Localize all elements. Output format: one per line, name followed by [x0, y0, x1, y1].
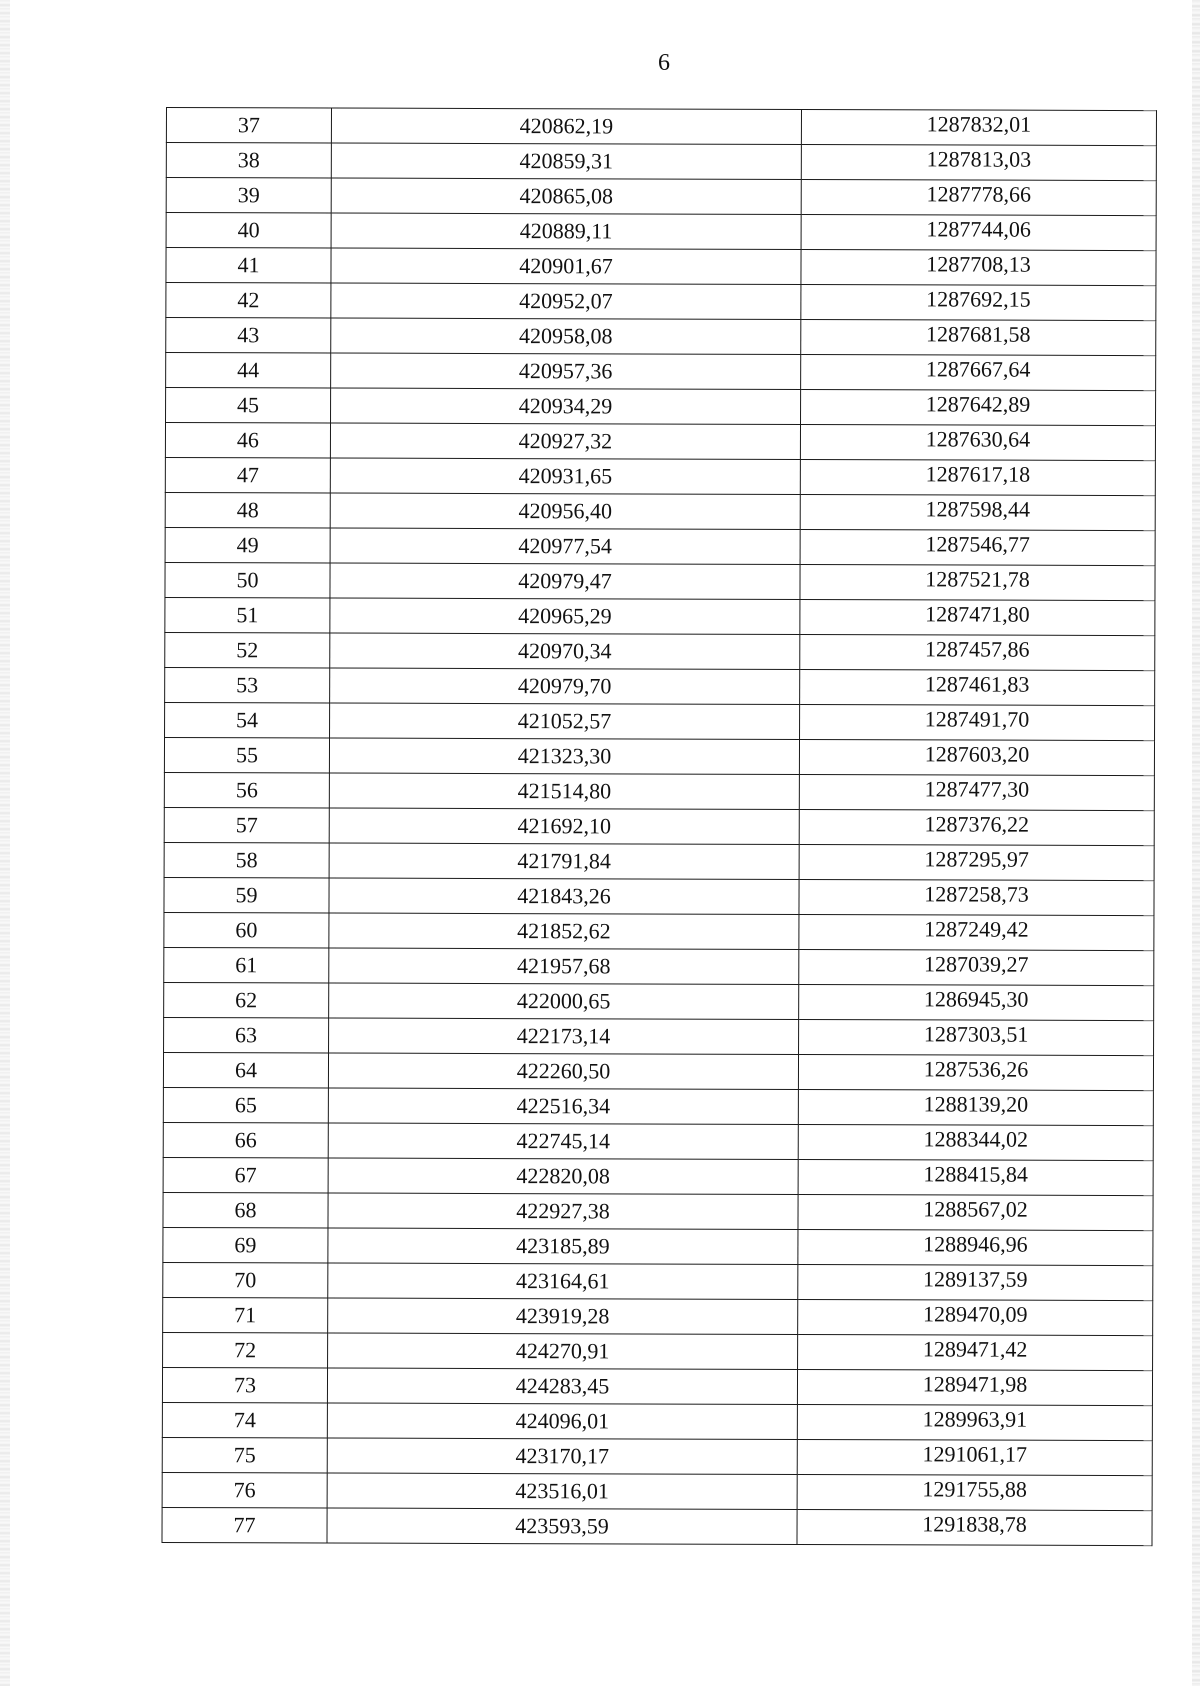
point-number-cell: 74 — [162, 1402, 327, 1438]
table-row — [163, 1227, 1153, 1265]
table-row — [162, 1367, 1152, 1405]
table-row — [164, 912, 1154, 950]
table-row — [163, 1052, 1153, 1090]
point-number-cell: 70 — [163, 1262, 328, 1298]
table-row — [164, 947, 1154, 985]
table-row — [162, 1507, 1152, 1545]
point-number-cell: 59 — [164, 877, 329, 913]
x-coordinate-cell: 421957,68 — [329, 948, 799, 984]
y-coordinate-cell: 1287039,27 — [799, 949, 1154, 985]
table-row — [166, 178, 1156, 216]
table-row — [165, 597, 1155, 635]
x-coordinate-cell: 420859,31 — [331, 143, 801, 179]
table-row — [166, 213, 1156, 251]
table-row — [164, 807, 1154, 845]
y-coordinate-cell: 1287536,26 — [798, 1054, 1153, 1090]
point-number-cell: 76 — [162, 1472, 327, 1508]
scan-edge-right — [1192, 0, 1200, 1686]
point-number-cell: 68 — [163, 1192, 328, 1228]
y-coordinate-cell: 1287258,73 — [799, 879, 1154, 915]
scan-edge-left — [0, 0, 10, 1686]
y-coordinate-cell: 1289963,91 — [797, 1404, 1152, 1440]
y-coordinate-cell: 1287692,15 — [801, 284, 1156, 320]
point-number-cell: 65 — [163, 1087, 328, 1123]
x-coordinate-cell: 420970,34 — [330, 633, 800, 669]
table-row — [164, 737, 1154, 775]
x-coordinate-cell: 422000,65 — [329, 983, 799, 1019]
table-row — [162, 1472, 1152, 1510]
table-row — [163, 1122, 1153, 1160]
table-row — [165, 667, 1155, 705]
x-coordinate-cell: 420965,29 — [330, 598, 800, 634]
y-coordinate-cell: 1287295,97 — [799, 844, 1154, 880]
x-coordinate-cell: 420931,65 — [330, 458, 800, 494]
table-row — [166, 248, 1156, 286]
x-coordinate-cell: 420957,36 — [331, 353, 801, 389]
x-coordinate-cell: 423516,01 — [327, 1473, 797, 1509]
x-coordinate-cell: 421514,80 — [329, 773, 799, 809]
y-coordinate-cell: 1287681,58 — [801, 319, 1156, 355]
y-coordinate-cell: 1287521,78 — [800, 564, 1155, 600]
x-coordinate-cell: 420862,19 — [331, 108, 801, 144]
table-row — [163, 1192, 1153, 1230]
y-coordinate-cell: 1287642,89 — [801, 389, 1156, 425]
x-coordinate-cell: 422820,08 — [328, 1158, 798, 1194]
x-coordinate-cell: 422173,14 — [329, 1018, 799, 1054]
x-coordinate-cell: 421852,62 — [329, 913, 799, 949]
table-row — [165, 702, 1155, 740]
x-coordinate-cell: 422745,14 — [328, 1123, 798, 1159]
y-coordinate-cell: 1288567,02 — [798, 1194, 1153, 1230]
y-coordinate-cell: 1286945,30 — [799, 984, 1154, 1020]
point-number-cell: 66 — [163, 1122, 328, 1158]
table-row — [166, 318, 1156, 356]
point-number-cell: 44 — [166, 353, 331, 389]
x-coordinate-cell: 422927,38 — [328, 1193, 798, 1229]
x-coordinate-cell: 423593,59 — [327, 1508, 797, 1544]
table-row — [164, 842, 1154, 880]
point-number-cell: 57 — [164, 807, 329, 843]
y-coordinate-cell: 1287457,86 — [800, 634, 1155, 670]
point-number-cell: 58 — [164, 842, 329, 878]
table-row — [164, 982, 1154, 1020]
y-coordinate-cell: 1289470,09 — [798, 1299, 1153, 1335]
table-row — [163, 1262, 1153, 1300]
y-coordinate-cell: 1289137,59 — [798, 1264, 1153, 1300]
x-coordinate-cell: 420865,08 — [331, 178, 801, 214]
y-coordinate-cell: 1287667,64 — [801, 354, 1156, 390]
point-number-cell: 75 — [162, 1437, 327, 1473]
y-coordinate-cell: 1287491,70 — [800, 704, 1155, 740]
table-row — [163, 1157, 1153, 1195]
y-coordinate-cell: 1287744,06 — [801, 214, 1156, 250]
table-row — [166, 353, 1156, 391]
x-coordinate-cell: 421052,57 — [330, 703, 800, 739]
y-coordinate-cell: 1291755,88 — [797, 1474, 1152, 1510]
point-number-cell: 62 — [164, 982, 329, 1018]
x-coordinate-cell: 420956,40 — [330, 493, 800, 529]
x-coordinate-cell: 424270,91 — [328, 1333, 798, 1369]
x-coordinate-cell: 422260,50 — [328, 1053, 798, 1089]
y-coordinate-cell: 1291061,17 — [797, 1439, 1152, 1475]
x-coordinate-cell: 421323,30 — [329, 738, 799, 774]
point-number-cell: 48 — [165, 492, 330, 528]
x-coordinate-cell: 423919,28 — [328, 1298, 798, 1334]
point-number-cell: 54 — [165, 702, 330, 738]
x-coordinate-cell: 424096,01 — [327, 1403, 797, 1439]
point-number-cell: 77 — [162, 1507, 327, 1543]
point-number-cell: 55 — [164, 737, 329, 773]
y-coordinate-cell: 1287546,77 — [800, 529, 1155, 565]
x-coordinate-cell: 423164,61 — [328, 1263, 798, 1299]
y-coordinate-cell: 1288415,84 — [798, 1159, 1153, 1195]
table-row — [163, 1297, 1153, 1335]
point-number-cell: 46 — [165, 423, 330, 459]
x-coordinate-cell: 420979,47 — [330, 563, 800, 599]
page-number: 6 — [658, 50, 670, 76]
point-number-cell: 42 — [166, 283, 331, 319]
point-number-cell: 63 — [164, 1017, 329, 1053]
y-coordinate-cell: 1289471,98 — [797, 1369, 1152, 1405]
y-coordinate-cell: 1287630,64 — [800, 424, 1155, 460]
y-coordinate-cell: 1287303,51 — [799, 1019, 1154, 1055]
y-coordinate-cell: 1287461,83 — [800, 669, 1155, 705]
table-row — [164, 1017, 1154, 1055]
point-number-cell: 56 — [164, 772, 329, 808]
point-number-cell: 61 — [164, 947, 329, 983]
x-coordinate-cell: 420952,07 — [331, 283, 801, 319]
x-coordinate-cell: 422516,34 — [328, 1088, 798, 1124]
x-coordinate-cell: 420901,67 — [331, 248, 801, 284]
point-number-cell: 39 — [166, 178, 331, 214]
x-coordinate-cell: 420979,70 — [330, 668, 800, 704]
point-number-cell: 41 — [166, 248, 331, 284]
table-row — [166, 388, 1156, 426]
point-number-cell: 45 — [166, 388, 331, 424]
point-number-cell: 60 — [164, 912, 329, 948]
x-coordinate-cell: 423170,17 — [327, 1438, 797, 1474]
x-coordinate-cell: 420958,08 — [331, 318, 801, 354]
y-coordinate-cell: 1288946,96 — [798, 1229, 1153, 1265]
y-coordinate-cell: 1291838,78 — [797, 1509, 1152, 1545]
point-number-cell: 53 — [165, 667, 330, 703]
table-row — [165, 423, 1155, 461]
y-coordinate-cell: 1287477,30 — [799, 774, 1154, 810]
point-number-cell: 67 — [163, 1157, 328, 1193]
point-number-cell: 50 — [165, 562, 330, 598]
y-coordinate-cell: 1287813,03 — [801, 144, 1156, 180]
table-row — [165, 492, 1155, 530]
point-number-cell: 49 — [165, 527, 330, 563]
y-coordinate-cell: 1287376,22 — [799, 809, 1154, 845]
y-coordinate-cell: 1287617,18 — [800, 459, 1155, 495]
point-number-cell: 73 — [162, 1367, 327, 1403]
point-number-cell: 71 — [163, 1297, 328, 1333]
y-coordinate-cell: 1288344,02 — [798, 1124, 1153, 1160]
table-row — [165, 527, 1155, 565]
x-coordinate-cell: 421692,10 — [329, 808, 799, 844]
point-number-cell: 69 — [163, 1227, 328, 1263]
x-coordinate-cell: 420889,11 — [331, 213, 801, 249]
y-coordinate-cell: 1287778,66 — [801, 179, 1156, 215]
y-coordinate-cell: 1287249,42 — [799, 914, 1154, 950]
x-coordinate-cell: 420927,32 — [330, 423, 800, 459]
table-row — [162, 1402, 1152, 1440]
x-coordinate-cell: 420934,29 — [331, 388, 801, 424]
x-coordinate-cell: 421843,26 — [329, 878, 799, 914]
x-coordinate-cell: 420977,54 — [330, 528, 800, 564]
point-number-cell: 37 — [166, 108, 331, 144]
x-coordinate-cell: 421791,84 — [329, 843, 799, 879]
point-number-cell: 47 — [165, 457, 330, 493]
y-coordinate-cell: 1287832,01 — [801, 109, 1156, 145]
point-number-cell: 40 — [166, 213, 331, 249]
x-coordinate-cell: 423185,89 — [328, 1228, 798, 1264]
y-coordinate-cell: 1287471,80 — [800, 599, 1155, 635]
coordinates-table-body — [162, 108, 1157, 1546]
table-row — [163, 1087, 1153, 1125]
coordinates-table — [161, 107, 1157, 1546]
point-number-cell: 38 — [166, 143, 331, 179]
table-row — [165, 457, 1155, 495]
point-number-cell: 43 — [166, 318, 331, 354]
point-number-cell: 52 — [165, 632, 330, 668]
point-number-cell: 64 — [163, 1052, 328, 1088]
table-row — [162, 1437, 1152, 1475]
table-row — [165, 562, 1155, 600]
table-row — [166, 283, 1156, 321]
table-row — [165, 632, 1155, 670]
table-row — [166, 143, 1156, 181]
y-coordinate-cell: 1288139,20 — [798, 1089, 1153, 1125]
table-row — [164, 772, 1154, 810]
point-number-cell: 72 — [163, 1332, 328, 1368]
table-row — [164, 877, 1154, 915]
table-row — [163, 1332, 1153, 1370]
y-coordinate-cell: 1287708,13 — [801, 249, 1156, 285]
y-coordinate-cell: 1287598,44 — [800, 494, 1155, 530]
y-coordinate-cell: 1287603,20 — [799, 739, 1154, 775]
table-row — [166, 108, 1156, 146]
point-number-cell: 51 — [165, 597, 330, 633]
x-coordinate-cell: 424283,45 — [327, 1368, 797, 1404]
y-coordinate-cell: 1289471,42 — [798, 1334, 1153, 1370]
